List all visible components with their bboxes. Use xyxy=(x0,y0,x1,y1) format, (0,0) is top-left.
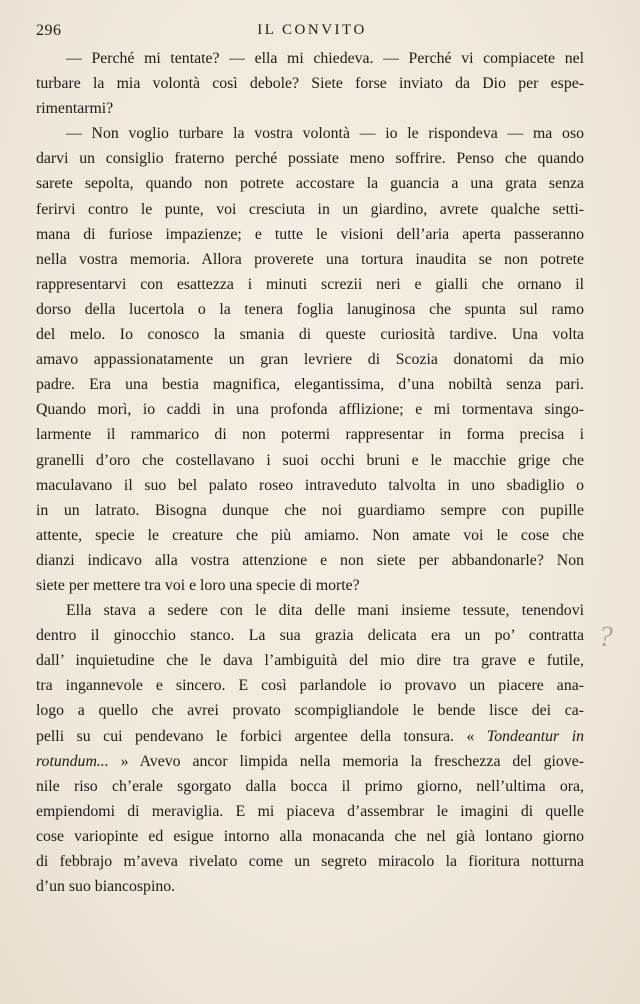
text-line: del melo. Io conosco la smania di queste curiosità tardive. Una volta xyxy=(36,326,584,344)
page-number: 296 xyxy=(36,22,62,39)
text-line: in un latrato. Bisogna dunque che noi guardiamo sempre con pupille xyxy=(36,501,584,519)
text-line: — Non voglio turbare la vostra volontà — io le rispondeva — ma oso xyxy=(66,125,584,143)
bleed-through-area xyxy=(560,560,640,860)
text-line: dorso della lucertola o la tenera foglia lanuginosa che spunta sul ramo xyxy=(36,300,584,318)
text-line: rimentarmi? xyxy=(36,100,114,118)
text-line: darvi un consiglio fraterno perché possiate meno soffrire. Penso che quando xyxy=(36,150,584,168)
text-line: ferirvi contro le punte, voi cresciuta in un giardino, avrete qualche setti- xyxy=(36,200,584,218)
page-header xyxy=(36,22,588,46)
body-text xyxy=(36,46,584,899)
text-line: turbare la mia volontà così debole? Siete forse inviato da Dio per espe- xyxy=(36,75,584,93)
text-line: dentro il ginocchio stanco. La sua grazia delicata era un po’ contratta xyxy=(36,627,584,645)
text-line: Quando morì, io caddi in una profonda afflizione; e mi tormentava singo- xyxy=(36,401,584,419)
text-line: pelli su cui pendevano le forbici argentee della tonsura. « Tondeantur in xyxy=(36,727,584,745)
text-line: empiendomi di meraviglia. E mi piaceva d’assembrar le imagini di quelle xyxy=(36,802,584,820)
text-line: siete per mettere tra voi e loro una specie di morte? xyxy=(36,576,360,594)
bleed-through-mark: ? xyxy=(598,620,613,653)
text-line: mana di furiose impazienze; e tutte le visioni dell’aria aperta passeranno xyxy=(36,225,584,243)
text-line: attente, specie le creature che più amiamo. Non amate voi le cose che xyxy=(36,526,584,544)
text-line: maculavano il suo bel palato roseo intraveduto talvolta in uno sbadiglio o xyxy=(36,476,584,494)
text-line: rappresentarvi con esattezza i minuti screzii neri e gialli che ornano il xyxy=(36,275,584,293)
text-line: amavo appassionatamente un gran levriere di Scozia donatomi da mio xyxy=(36,351,584,369)
text-line: Ella stava a sedere con le dita delle mani insieme tessute, tenendovi xyxy=(66,602,584,620)
text-line: di febbrajo m’aveva rivelato come un segreto miracolo la fioritura notturna xyxy=(36,853,584,870)
running-title: IL CONVITO xyxy=(257,22,367,38)
text-line: d’un suo biancospino. xyxy=(36,878,176,896)
text-line: — Perché mi tentate? — ella mi chiedeva. — Perché vi compiacete nel xyxy=(66,50,584,67)
text-line: larmente il rammarico di non potermi rappresentar in forma precisa i xyxy=(36,426,584,444)
text-line: cose variopinte ed esigue intorno alla monacanda che nel già lontano giorno xyxy=(36,827,584,845)
text-line: tra ingannevole e sincero. E così parlandole io provavo un piacere ana- xyxy=(36,677,584,695)
text-line: nile riso ch’erale sgorgato dalla bocca il primo giorno, nell’ultima ora, xyxy=(36,777,584,795)
text-line: nella vostra memoria. Allora proverete una tortura inaudita se non potrete xyxy=(36,250,584,268)
text-line: padre. Era una bestia magnifica, elegantissima, d’una nobiltà senza pari. xyxy=(36,376,584,394)
text-line: dall’ inquietudine che le dava l’ambiguità del mio dire tra grave e futile, xyxy=(36,652,584,670)
text-line: logo a quello che avrei provato scompigliandole le bende lisce dei ca- xyxy=(36,702,584,720)
text-line: dianzi indicavo alla vostra attenzione e non siete per abbandonarle? Non xyxy=(36,551,584,569)
text-line: sarete sepolta, quando non potrete accostare la guancia a una grata senza xyxy=(36,175,584,193)
text-line: rotundum... » Avevo ancor limpida nella memoria la freschezza del giove- xyxy=(36,752,584,770)
text-line: granelli d’oro che costellavano i suoi occhi bruni e le macchie grige che xyxy=(36,451,584,469)
